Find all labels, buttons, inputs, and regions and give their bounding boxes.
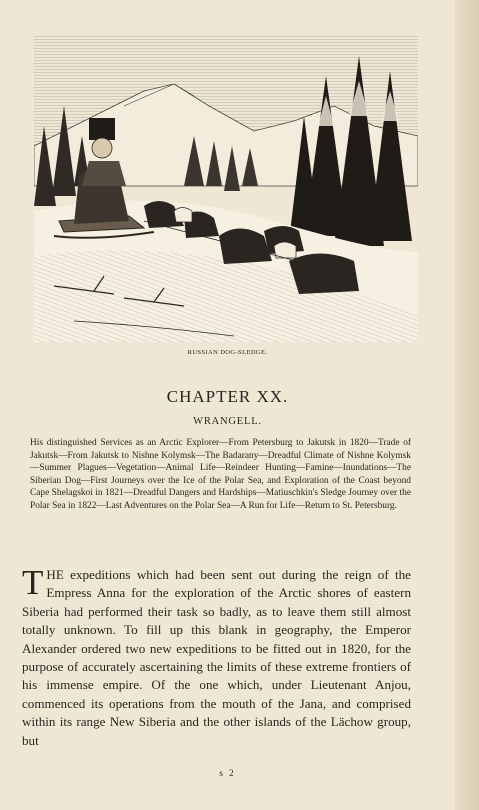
body-text: HE expeditions which had been sent out during the reign of the Empress Anna for the exploration of the Arctic shores of eastern Siberia had performed their task so badly, as to leave them still almost totally unknown. To fill up this blank in geography, the Emperor Alexander ordered two new expeditions to be fitted out in 1820, for the purpose of accurately ascertaining the limits of these extreme frontiers of his immense empire. Of the one which, under Lieutenant Anjou, commenced its operations from the mouth of the Jana, and comprised within its range New Siberia and the other islands of the Lächow group, but: [22, 567, 411, 748]
chapter-title: WRANGELL.: [193, 416, 262, 427]
signature-mark: s 2: [219, 768, 236, 778]
body-paragraph: [22, 563, 411, 750]
illustration-caption: RUSSIAN DOG-SLEDGE.: [187, 349, 268, 356]
chapter-number: CHAPTER XX.: [166, 387, 289, 406]
page-edge: [455, 0, 479, 810]
chapter-synopsis: His distinguished Services as an Arctic Explorer—From Petersburg to Jakutsk in 1820—Trade of Jakutsk—From Jakutsk to Nishne Kolymsk—The Badarany—Dreadful Climate of Nishne Kolymsk—Summer Plagues—Vegetation—Animal Life—Reindeer Hunting—Famine—Inundations—The Siberian Dog—First Journeys over the Ice of the Polar Sea, and Exploration of the Coast beyond Cape Shelagskoi in 1821—Dreadful Dangers and Hardships—Matiuschkin's Sledge Journey over the Polar Sea in 1822—Last Adventures on the Polar Sea—A Run for Life—Return to St. Petersburg.: [30, 438, 411, 511]
dog-sledge-engraving: [34, 36, 418, 342]
drop-cap: T: [22, 563, 44, 602]
